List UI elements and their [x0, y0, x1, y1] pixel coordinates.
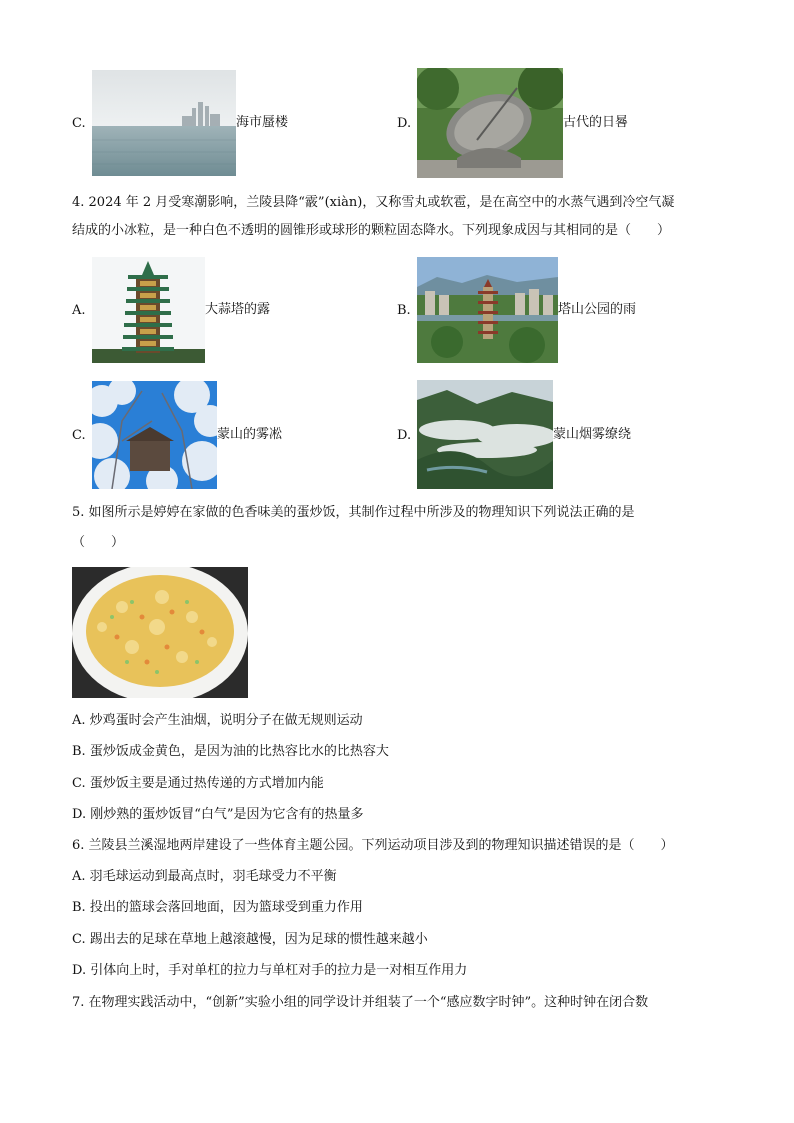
tashan-park-photo	[417, 257, 558, 363]
q4-option-c-caption: 蒙山的雾凇	[217, 427, 283, 442]
q4-option-c-letter: C.	[72, 428, 86, 443]
q3-option-d-caption: 古代的日晷	[563, 115, 629, 130]
q5-stem-line-1: 5. 如图所示是婷婷在家做的色香味美的蛋炒饭，其制作过程中所涉及的物理知识下列说法正确的是	[72, 505, 635, 520]
q5-option-c: C. 蛋炒饭主要是通过热传递的方式增加内能	[72, 776, 324, 791]
q5-option-a: A. 炒鸡蛋时会产生油烟，说明分子在做无规则运动	[72, 713, 363, 728]
q4-option-a-letter: A.	[72, 303, 86, 318]
q6-option-a: A. 羽毛球运动到最高点时，羽毛球受力不平衡	[72, 869, 337, 884]
rime-photo	[92, 381, 217, 489]
q3-option-d-letter: D.	[397, 116, 412, 131]
q4-stem-line-2: 结成的小冰粒，是一种白色不透明的圆锥形或球形的颗粒固态降水。下列现象成因与其相同的是（ ）	[72, 223, 671, 238]
q4-option-d-letter: D.	[397, 428, 412, 443]
q4-option-a-caption: 大蒜塔的露	[205, 302, 271, 317]
q5-option-b: B. 蛋炒饭成金黄色，是因为油的比热容比水的比热容大	[72, 744, 389, 759]
q7-stem-line-1: 7. 在物理实践活动中，“创新”实验小组的同学设计并组装了一个“感应数字时钟”。这种时钟在闭合数	[72, 995, 649, 1010]
mirage-photo	[92, 70, 236, 176]
q3-option-c-caption: 海市蜃楼	[236, 115, 289, 130]
q6-stem: 6. 兰陵县兰溪湿地两岸建设了一些体育主题公园。下列运动项目涉及到的物理知识描述错误的是（ ）	[72, 838, 674, 853]
q6-option-d: D. 引体向上时，手对单杠的拉力与单杠对手的拉力是一对相互作用力	[72, 963, 468, 978]
q6-option-b: B. 投出的篮球会落回地面，因为篮球受到重力作用	[72, 900, 363, 915]
sundial-photo	[417, 68, 563, 178]
q4-option-b-caption: 塔山公园的雨	[558, 302, 637, 317]
q6-option-c: C. 踢出去的足球在草地上越滚越慢，因为足球的惯性越来越小	[72, 932, 428, 947]
q4-option-b-letter: B.	[397, 303, 411, 318]
q5-option-d: D. 刚炒熟的蛋炒饭冒“白气”是因为它含有的热量多	[72, 807, 364, 822]
q5-stem-line-2: （ ）	[72, 535, 125, 550]
mengshan-mist-photo	[417, 380, 553, 489]
q3-option-c-letter: C.	[72, 116, 86, 131]
q4-option-d-caption: 蒙山烟雾缭绕	[553, 427, 632, 442]
q4-stem-line-1: 4. 2024 年 2 月受寒潮影响，兰陵县降“霰”(xiàn)，又称雪丸或软雹，是在高空中的水蒸气遇到冷空气凝	[72, 195, 675, 210]
pagoda-photo	[92, 257, 205, 363]
egg-fried-rice-photo	[72, 567, 248, 698]
